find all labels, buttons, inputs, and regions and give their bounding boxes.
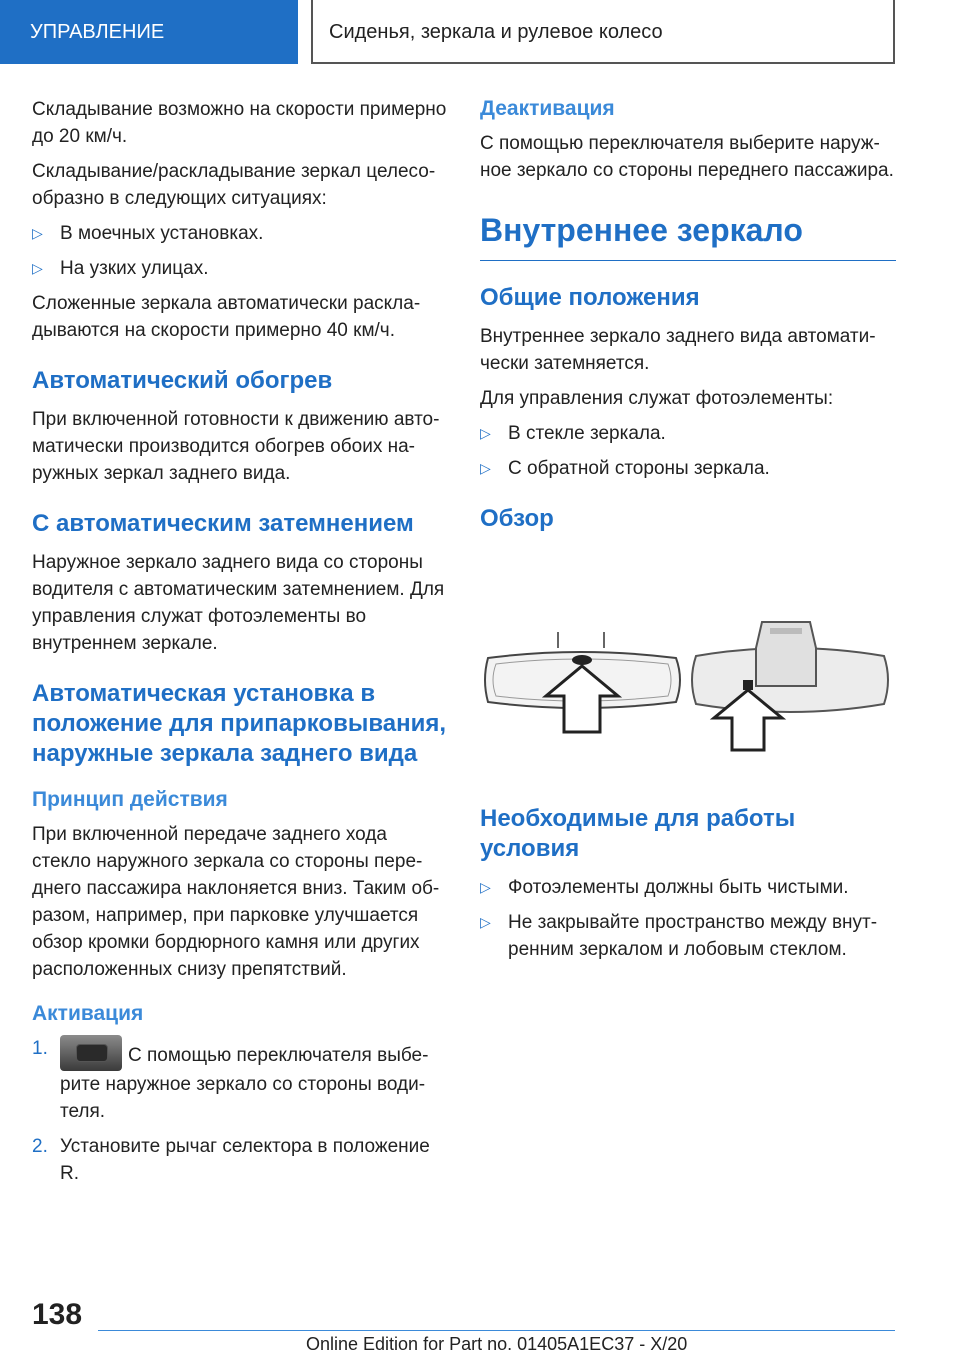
heading-auto-dimming: С автоматическим затемнением bbox=[32, 510, 414, 537]
paragraph: Складывание возможно на скорости примерно до 20 км/ч. bbox=[32, 99, 447, 147]
triangle-right-icon: ▷ bbox=[480, 914, 491, 930]
list-item: ▷ В моечных установках. bbox=[32, 220, 448, 247]
list-item: ▷ С обратной стороны зеркала. bbox=[480, 455, 896, 482]
triangle-right-icon: ▷ bbox=[32, 225, 43, 241]
paragraph: При включенной передаче заднего хода стекло наружного зеркала со стороны переднего пассажира наклоняется вниз. Таким образом, например, при парковке улучшается обзор кромки бордюрного камня или других расположенных снизу препятствий. bbox=[32, 824, 440, 980]
footer-edition: Online Edition for Part no. 01405A1EC37 - X/20 bbox=[306, 1334, 688, 1354]
triangle-right-icon: ▷ bbox=[480, 425, 491, 441]
paragraph: Внутреннее зеркало заднего вида автоматически затемняется. bbox=[480, 326, 876, 374]
heading-conditions: Необходимые для работы условия bbox=[480, 805, 796, 862]
paragraph: С помощью переключателя выберите наружное зеркало со стороны переднего пассажира. bbox=[480, 133, 894, 181]
paragraph: Для управления служат фотоэлементы: bbox=[480, 388, 834, 409]
section-tab: УПРАВЛЕНИЕ bbox=[0, 0, 298, 64]
step-item: 1. С помощью переключателя выберите наружное зеркало со стороны водителя. bbox=[32, 1035, 448, 1125]
triangle-right-icon: ▷ bbox=[32, 260, 43, 276]
page-number: 138 bbox=[32, 1298, 83, 1331]
heading-general: Общие положения bbox=[480, 284, 700, 311]
mirror-front-icon bbox=[485, 632, 680, 732]
paragraph: Сложенные зеркала автоматически раскладываются на скорости примерно 40 км/ч. bbox=[32, 293, 421, 341]
mirror-back-icon bbox=[692, 622, 888, 750]
left-column bbox=[32, 96, 448, 1195]
heading-deactivation: Деактивация bbox=[480, 97, 615, 120]
footer-divider bbox=[98, 1330, 895, 1331]
list-item: ▷ В стекле зеркала. bbox=[480, 420, 896, 447]
list-item: ▷ Не закрывайте пространство между внутренним зеркалом и лобовым стеклом. bbox=[480, 909, 896, 963]
triangle-right-icon: ▷ bbox=[480, 879, 491, 895]
chapter-title: Сиденья, зеркала и рулевое колесо bbox=[311, 0, 895, 64]
paragraph: Складывание/раскладывание зеркал целесообразно в следующих ситуациях: bbox=[32, 161, 436, 209]
list-item: ▷ На узких улицах. bbox=[32, 255, 448, 282]
mirror-illustration bbox=[480, 610, 896, 770]
heading-activation: Активация bbox=[32, 1002, 144, 1025]
paragraph: Наружное зеркало заднего вида со стороны водителя с автоматическим затемнением. Для управления служат фотоэлементы во внутреннем зеркале. bbox=[32, 552, 445, 654]
heading-inner-mirror: Внутреннее зеркало bbox=[480, 210, 896, 261]
right-column bbox=[480, 96, 896, 971]
step-item: 2. Установите рычаг селектора в положение R. bbox=[32, 1136, 430, 1184]
list-item: ▷ Фотоэлементы должны быть чистыми. bbox=[480, 874, 896, 901]
heading-auto-heating: Автоматический обогрев bbox=[32, 367, 333, 394]
heading-principle: Принцип действия bbox=[32, 788, 228, 811]
paragraph: При включенной готовности к движению автоматически производится обогрев обоих наружных зеркал заднего вида. bbox=[32, 409, 440, 484]
heading-overview: Обзор bbox=[480, 505, 554, 532]
mirror-switch-icon bbox=[60, 1035, 122, 1071]
triangle-right-icon: ▷ bbox=[480, 460, 491, 476]
heading-parking-position: Автоматическая установка в положение для припарковывания, наружные зеркала заднего вида bbox=[32, 680, 447, 767]
